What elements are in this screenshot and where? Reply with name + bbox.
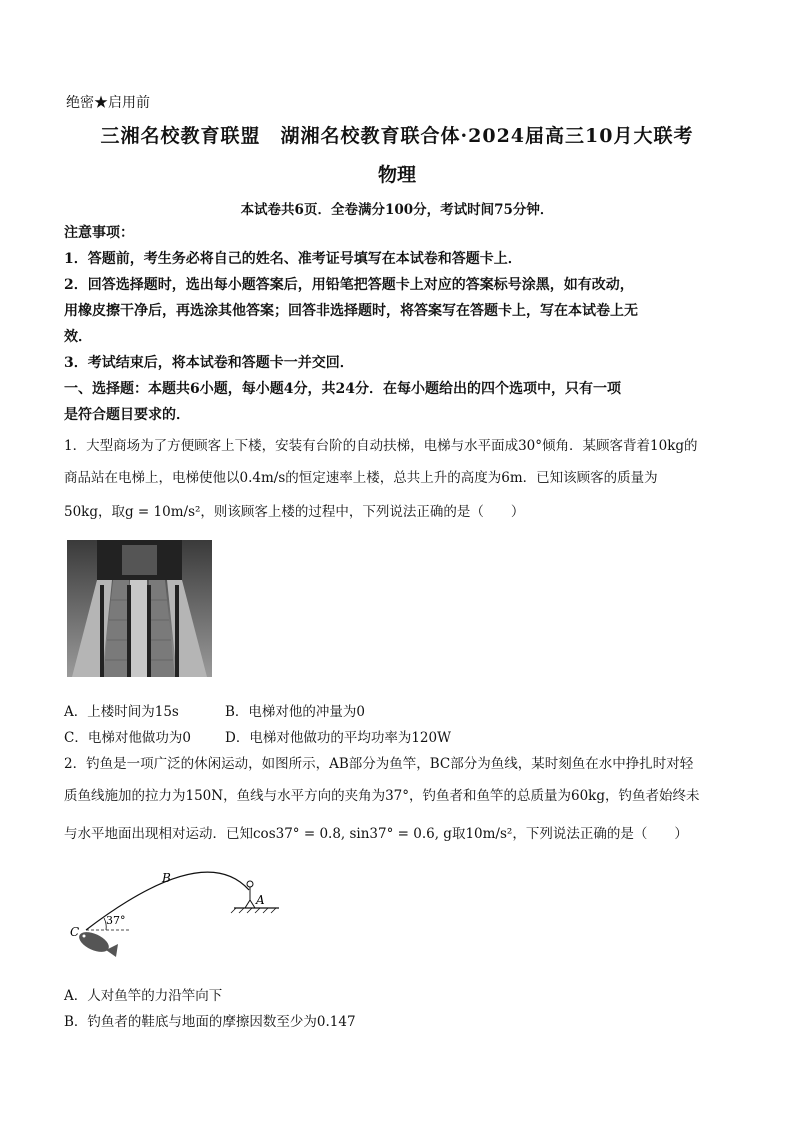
q2-stem-line-2: 质鱼线施加的拉力为150N，鱼线与水平方向的夹角为37°，钓鱼者和鱼竿的总质量为60kg，钓鱼者始终未: [64, 788, 700, 804]
subject-title: 物理: [377, 164, 416, 186]
notice-line-3: 用橡皮擦干净后，再选涂其他答案；回答非选择题时，将答案写在答题卡上，写在本试卷上无: [64, 303, 638, 319]
section-heading-line-1: 一、选择题：本题共6小题，每小题4分，共24分．在每小题给出的四个选项中，只有一项: [64, 381, 621, 397]
fishing-diagram: [64, 860, 294, 970]
notice-line-4: 效．: [64, 329, 92, 345]
label-b: B: [162, 871, 171, 885]
q1-option-c: C．电梯对他做功为0: [64, 730, 191, 746]
q2-option-a: A．人对鱼竿的力沿竿向下: [64, 988, 223, 1004]
notice-line-1: 1．答题前，考生务必将自己的姓名、准考证号填写在本试卷和答题卡上．: [64, 251, 522, 267]
label-a: A: [256, 893, 265, 907]
exam-title: 三湘名校教育联盟 湖湘名校教育联合体·2024届高三10月大联考: [100, 125, 694, 147]
q1-option-a: A．上楼时间为15s: [64, 704, 179, 720]
confidential-label: 绝密★启用前: [66, 95, 150, 111]
q2-stem-line-3: 与水平地面出现相对运动．已知cos37° = 0.8, sin37° = 0.6, g取10m/s²，下列说法正确的是（ ）: [64, 826, 688, 842]
q1-option-d: D．电梯对他做功的平均功率为120W: [225, 730, 451, 746]
escalator-photo: [67, 540, 212, 677]
q2-option-b: B．钓鱼者的鞋底与地面的摩擦因数至少为0.147: [64, 1014, 356, 1030]
angle-label: 37°: [106, 914, 126, 927]
q1-stem-line-3: 50kg，取g = 10m/s²，则该顾客上楼的过程中，下列说法正确的是（ ）: [64, 504, 525, 520]
section-heading-line-2: 是符合题目要求的．: [64, 407, 190, 423]
q1-stem-line-2: 商品站在电梯上，电梯使他以0.4m/s的恒定速率上楼，总共上升的高度为6m．已知该顾客的质量为: [64, 470, 658, 486]
q1-option-b: B．电梯对他的冲量为0: [225, 704, 366, 720]
notice-line-2: 2．回答选择题时，选出每小题答案后，用铅笔把答题卡上对应的答案标号涂黑，如有改动，: [64, 277, 634, 293]
q1-stem-line-1: 1．大型商场为了方便顾客上下楼，安装有台阶的自动扶梯，电梯与水平面成30°倾角．某顾客背着10kg的: [64, 438, 698, 454]
q2-stem-line-1: 2．钓鱼是一项广泛的休闲运动，如图所示，AB部分为鱼竿，BC部分为鱼线，某时刻鱼在水中挣扎时对轻: [64, 756, 694, 772]
notice-line-5: 3．考试结束后，将本试卷和答题卡一并交回．: [64, 355, 354, 371]
label-c: C: [70, 925, 80, 939]
notice-heading: 注意事项：: [64, 225, 134, 241]
exam-info: 本试卷共6页．全卷满分100分，考试时间75分钟．: [240, 202, 554, 218]
